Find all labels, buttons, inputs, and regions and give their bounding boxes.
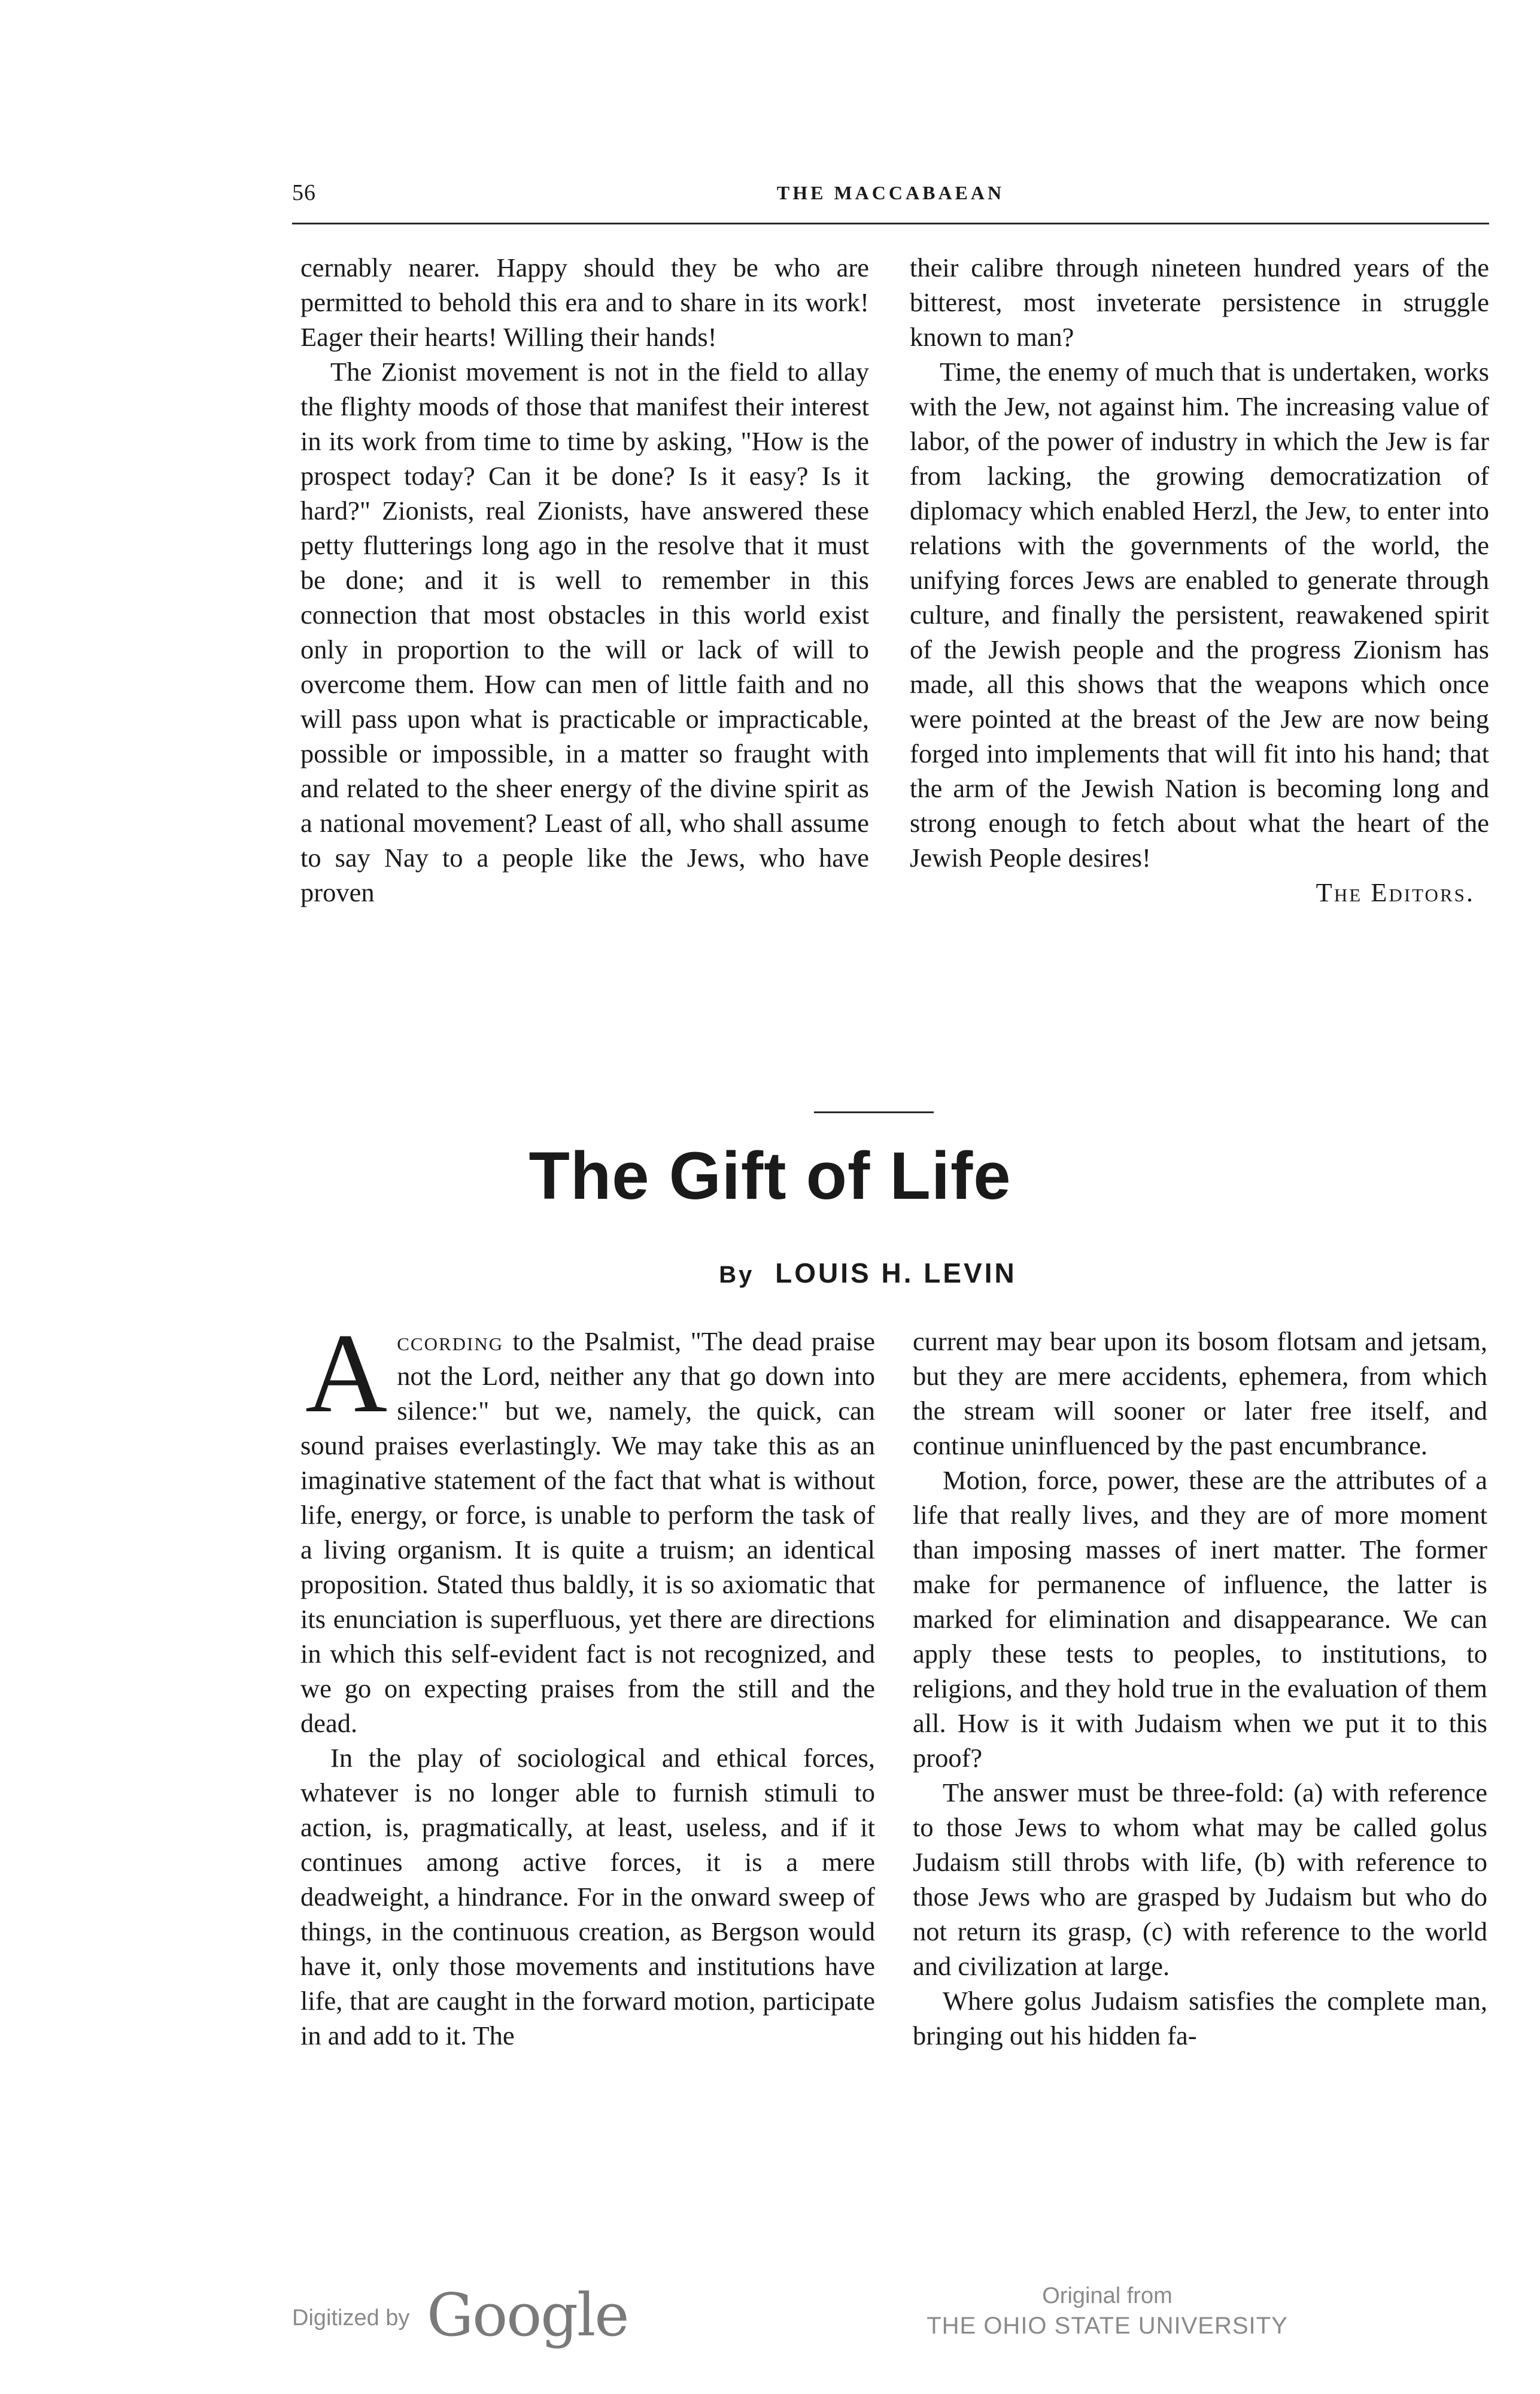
editorial-paragraph: The Zionist movement is not in the field to allay the flighty moods of those that manifest their interest in its work from time to time by asking, "How is the prospect today? Can it be done? Is it easy? Is it hard?" Zionists, real Zionists, have answered these petty flutterings long ago in the resolve that it must be done; and it is well to remember in this connection that most obstacles in this world exist only in proportion to the will or lack of will to overcome them. How can men of little faith and no will pass upon what is practicable or impracticable, possible or impossible, in a matter so fraught with and related to the sheer energy of the divine spirit as a national movement? Least of all, who shall assume to say Nay to a people like the Jews, who have proven <box>300 357 869 907</box>
digitized-label: Digitized by <box>292 2305 410 2331</box>
header-rule <box>292 223 1489 224</box>
article-right-column <box>913 1324 1487 2053</box>
article-paragraph: Where golus Judaism satisfies the complete man, bringing out his hidden fa- <box>913 1986 1487 2050</box>
editorial-paragraph: their calibre through nineteen hundred years of the bitterest, most inveterate persistence in struggle known to man? <box>910 253 1489 352</box>
article-paragraph: In the play of sociological and ethical forces, whatever is no longer able to furnish stimuli to action, is, pragmatically, at least, useless, and if it continues among active forces, it is a mere deadweight, a hindrance. For in the onward sweep of things, in the continuous creation, as Bergson would have it, only those movements and institutions have life, that are caught in the forward motion, participate in and add to it. The <box>300 1743 875 2050</box>
byline-prefix: By <box>719 1262 755 1288</box>
article-title: The Gift of Life <box>528 1138 1012 1213</box>
lead-in: ccording <box>397 1326 504 1356</box>
opening-text: to the Psalmist, "The dead praise not the Lord, neither any that go down into silence:" but we, namely, the quick, can sound praises everlastingly. We may take this as an imaginative statement of the fact that what is without life, energy, or force, is unable to perform the task of a living organism. It is quite a truism; an identical proposition. Stated thus baldly, it is so axiomatic that its enunciation is superfluous, yet there are directions in which this self-evident fact is not recognized, and we go on expecting praises from the still and the dead. <box>300 1326 875 1738</box>
page-number: 56 <box>292 180 316 205</box>
article-paragraph: current may bear upon its bosom flotsam and jetsam, but they are mere accidents, ephemera, from which the stream will sooner or later free itself, and continue uninfluenced by the past encumbrance. <box>913 1326 1487 1460</box>
editorial-left-column <box>300 250 869 910</box>
drop-cap: A <box>305 1311 388 1436</box>
editorial-signature: The Editors. <box>1316 877 1475 907</box>
article-paragraph: The answer must be three-fold: (a) with reference to those Jews to whom what may be called golus Judaism still throbs with life, (b) with reference to those Jews who are grasped by Judaism but who do not return its grasp, (c) with reference to the world and civilization at large. <box>913 1778 1487 1981</box>
editorial-paragraph: Time, the enemy of much that is undertaken, works with the Jew, not against him. The increasing value of labor, of the power of industry in which the Jew is far from lacking, the growing democratization of diplomacy which enabled Herzl, the Jew, to enter into relations with the governments of the world, the unifying forces Jews are enabled to generate through culture, and finally the persistent, reawakened spirit of the Jewish people and the progress Zionism has made, all this shows that the weapons which once were pointed at the breast of the Jew are now being forged into implements that will fit into his hand; that the arm of the Jewish Nation is becoming long and strong enough to fetch about what the heart of the Jewish People desires! <box>910 357 1489 873</box>
source-notice <box>868 2281 1347 2341</box>
original-from-label: Original from <box>1042 2283 1173 2308</box>
article-paragraph: Motion, force, power, these are the attributes of a life that really lives, and they are of more moment than imposing masses of inert matter. The former make for permanence of influence, the latter is marked for elimination and disappearance. We can apply these tests to peoples, to institutions, to religions, and they hold true in the evaluation of them all. How is it with Judaism when we put it to this proof? <box>913 1465 1487 1773</box>
article-left-column <box>300 1311 875 2053</box>
byline-author: LOUIS H. LEVIN <box>775 1257 1017 1289</box>
article-byline <box>0 1257 1540 1289</box>
editorial-paragraph: cernably nearer. Happy should they be who are permitted to behold this era and to share in its work! Eager their hearts! Willing their hands! <box>300 253 869 352</box>
running-header <box>292 180 1489 215</box>
section-divider <box>814 1111 934 1113</box>
editorial-right-column <box>910 250 1489 910</box>
google-logo: Google <box>427 2281 628 2350</box>
university-name: THE OHIO STATE UNIVERSITY <box>927 2313 1288 2339</box>
article-opening-paragraph <box>300 1311 875 1740</box>
journal-title: THE MACCABAEAN <box>776 182 1005 203</box>
